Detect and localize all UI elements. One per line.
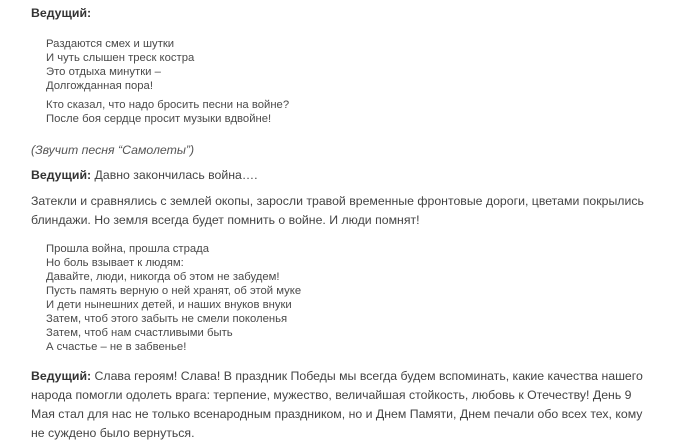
- verse-line: И дети нынешних детей, и наших внуков внуки: [46, 299, 292, 311]
- stage-direction: (Звучит песня “Самолеты”): [31, 143, 195, 157]
- verse-line: Пусть память верную о ней хранят, об этой муке: [46, 285, 302, 297]
- paragraph-line: не суждено было вернуться.: [31, 426, 195, 440]
- paragraph-line: Затекли и сравнялись с землей окопы, заросли травой временные фронтовые дороги, цветами покрылись: [31, 194, 644, 208]
- verse-line: И чуть слышен треск костра: [46, 52, 195, 64]
- paragraph-line: Мая стал для нас не только всенародным праздником, но и Днем Памяти, Днем печали обо всех тех, кому: [31, 407, 643, 421]
- speaker-label: Ведущий:: [31, 369, 92, 383]
- verse-line: Затем, чтоб нам счастливыми быть: [46, 327, 233, 339]
- speaker-block-2: [31, 166, 258, 185]
- verse-line: Раздаются смех и шутки: [46, 38, 175, 50]
- speaker-label: Ведущий:: [31, 6, 92, 20]
- verse-3: [31, 242, 301, 354]
- speaker-label: Ведущий:: [31, 168, 92, 182]
- verse-1: [31, 37, 194, 93]
- verse-line: Давайте, люди, никогда об этом не забудем!: [46, 271, 280, 283]
- verse-line: Это отдыха минутки –: [46, 66, 161, 78]
- speaker-block-1: [31, 4, 91, 23]
- verse-2: [31, 98, 289, 126]
- verse-line: Затем, чтоб этого забыть не смели поколенья: [46, 313, 288, 325]
- verse-line: Но боль взывает к людям:: [46, 257, 184, 269]
- verse-line: Прошла война, прошла страда: [46, 243, 210, 255]
- speaker-block-3: [31, 367, 643, 443]
- paragraph-line: Слава героям! Слава! В праздник Победы мы всегда будем вспоминать, какие качества нашего: [91, 369, 643, 383]
- paragraph-line: народа помогли одолеть врага: терпение, мужество, величайшая стойкость, любовь к Отечеству! День 9: [31, 388, 632, 402]
- verse-line: А счастье – не в забвенье!: [46, 341, 187, 353]
- paragraph-line: блиндажи. Но земля всегда будет помнить о войне. И люди помнят!: [31, 213, 420, 227]
- speaker-text: Давно закончилась война….: [91, 168, 258, 182]
- verse-line: После боя сердце просит музыки вдвойне!: [46, 113, 272, 125]
- verse-line: Кто сказал, что надо бросить песни на войне?: [46, 99, 290, 111]
- paragraph-1: [31, 192, 644, 230]
- verse-line: Долгожданная пора!: [46, 80, 153, 92]
